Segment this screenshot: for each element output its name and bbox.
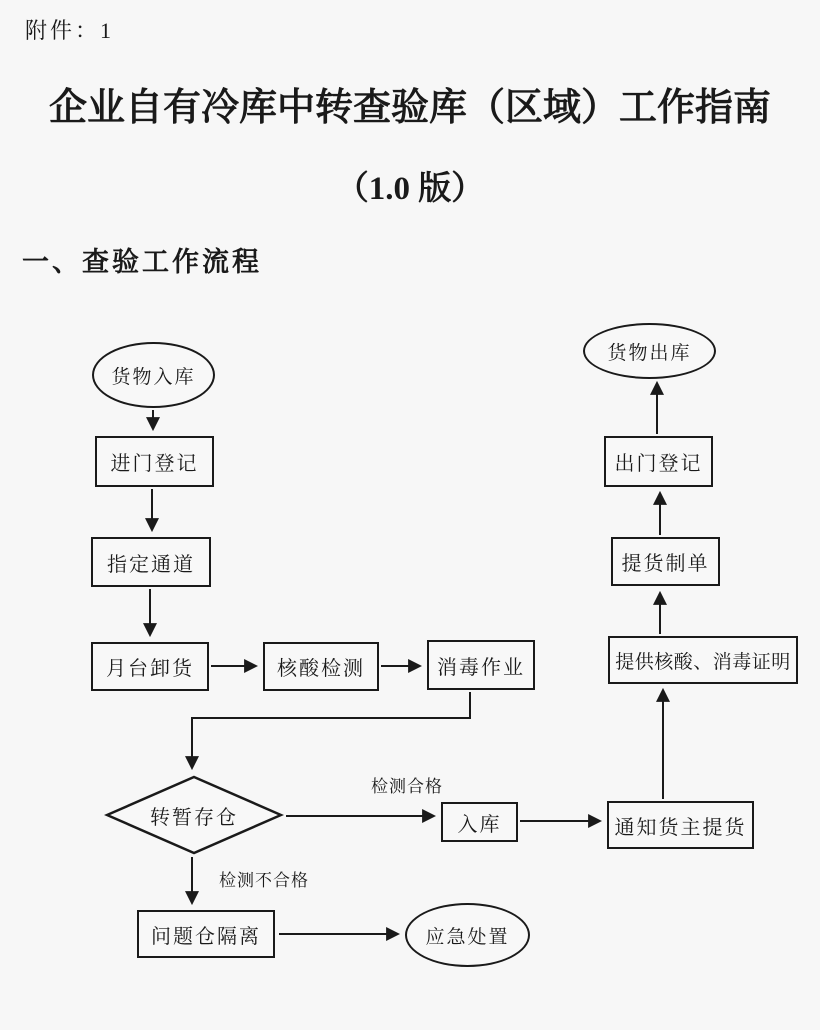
flow-node-dock-unload (91, 642, 209, 691)
flow-node-pickup-order-label: 提货制单 (621, 553, 710, 575)
flow-node-entry-register (95, 436, 214, 487)
flow-node-goods-in-label: 货物入库 (111, 366, 196, 388)
flow-node-exit-register (604, 436, 713, 487)
edge-disinfect-to-decision (192, 692, 470, 768)
flow-node-put-in-storage-label: 入库 (457, 813, 502, 836)
flow-node-emergency (405, 903, 530, 967)
flow-node-nucleic-test (263, 642, 379, 691)
flow-node-assign-channel-label: 指定通道 (107, 553, 195, 576)
section-heading: 一、查验工作流程 (22, 247, 262, 277)
flow-node-temp-storage-label: 转暂存仓 (150, 806, 238, 829)
edge-label-test-pass: 检测合格 (371, 777, 443, 796)
flow-node-put-in-storage (441, 802, 518, 842)
flow-node-provide-certs-label: 提供核酸、消毒证明 (615, 651, 791, 673)
flow-node-problem-isolation (137, 910, 275, 958)
flow-node-notify-owner (607, 801, 754, 849)
flow-node-goods-out-label: 货物出库 (607, 342, 692, 364)
flow-node-disinfect-label: 消毒作业 (437, 656, 525, 679)
flow-node-dock-unload-label: 月台卸货 (106, 658, 194, 680)
flow-node-nucleic-test-label: 核酸检测 (277, 658, 365, 680)
flow-node-temp-storage-decision (104, 775, 284, 855)
flow-node-provide-certs (608, 636, 798, 684)
attachment-label: 附件：1 (25, 18, 115, 43)
flow-node-entry-register-label: 进门登记 (110, 453, 199, 475)
flow-node-goods-out (583, 323, 716, 379)
flow-node-notify-owner-label: 通知货主提货 (614, 816, 747, 839)
flow-node-pickup-order (611, 537, 720, 586)
flow-node-emergency-label: 应急处置 (425, 926, 510, 948)
flow-node-goods-in (92, 342, 215, 408)
edge-label-test-fail: 检测不合格 (219, 871, 309, 890)
flow-node-problem-isolation-label: 问题仓隔离 (151, 925, 261, 948)
flow-node-exit-register-label: 出门登记 (614, 453, 703, 475)
flow-node-assign-channel (91, 537, 211, 587)
flow-node-disinfect (427, 640, 535, 690)
version-line: （1.0 版） (335, 171, 485, 207)
page-title: 企业自有冷库中转查验库（区域）工作指南 (48, 87, 771, 129)
